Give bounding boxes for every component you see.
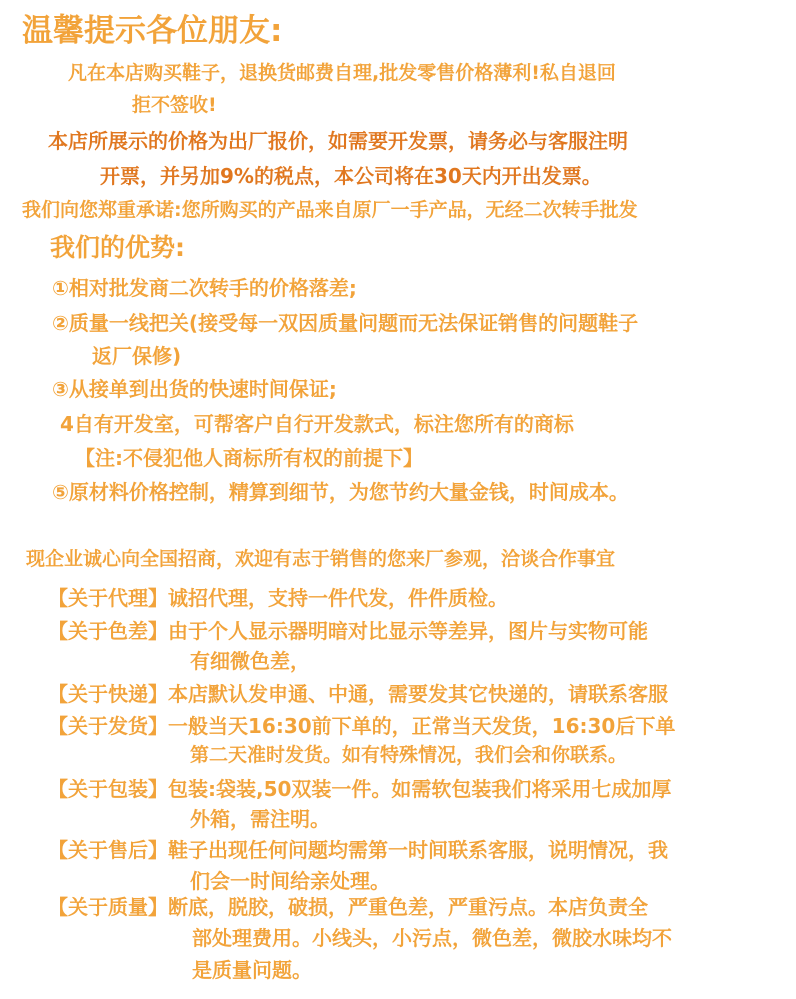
policy-color-text-line2: 有细微色差， (190, 649, 310, 673)
policy-quality-label: 【关于质量】 (48, 895, 168, 919)
recruit-text: 现企业诚心向全国招商，欢迎有志于销售的您来厂参观，洽谈合作事宜 (26, 548, 616, 570)
policy-packing-text-line1: 包装:袋装,50双装一件。如需软包装我们将采用七成加厚 (168, 777, 672, 801)
advantage-item-4: 4自有开发室，可帮客户自行开发款式，标注您所有的商标 (60, 412, 574, 436)
advantage-item-3: ③从接单到出货的快速时间保证; (52, 377, 337, 401)
policy-agent (48, 588, 508, 608)
policy-express-label: 【关于快递】 (48, 682, 168, 706)
invoice-notice-line2: 开票，并另加9%的税点，本公司将在30天内开出发票。 (100, 164, 602, 188)
notice-return-policy-line2: 拒不签收! (132, 94, 217, 116)
advantage-item-5: ⑤原材料价格控制，精算到细节，为您节约大量金钱，时间成本。 (52, 480, 629, 504)
advantages-title: 我们的优势: (50, 233, 185, 262)
policy-color (48, 621, 648, 641)
advantage-item-2-line1: ②质量一线把关(接受每一双因质量问题而无法保证销售的问题鞋子 (52, 311, 639, 335)
policy-shipping-text-line1: 一般当天16:30前下单的，正常当天发货，16:30后下单 (168, 714, 676, 738)
promise-text: 我们向您郑重承诺:您所购买的产品来自原厂一手产品，无经二次转手批发 (22, 199, 638, 221)
policy-aftersale-text-line2: 们会一时间给亲处理。 (190, 869, 390, 893)
advantage-item-1: ①相对批发商二次转手的价格落差; (52, 276, 357, 300)
policy-quality-text-line2: 部处理费用。小线头，小污点，微色差，微胶水味均不 (192, 926, 672, 950)
policy-quality (48, 897, 648, 917)
policy-color-label: 【关于色差】 (48, 619, 168, 643)
policy-agent-label: 【关于代理】 (48, 586, 168, 610)
invoice-notice-line1: 本店所展示的价格为出厂报价，如需要开发票，请务必与客服注明 (48, 129, 628, 153)
policy-quality-text-line3: 是质量问题。 (192, 958, 312, 982)
notice-title: 温馨提示各位朋友: (22, 13, 283, 49)
policy-express-text: 本店默认发申通、中通，需要发其它快递的，请联系客服 (168, 682, 668, 706)
advantage-item-2-line2: 返厂保修) (92, 344, 182, 368)
policy-shipping (48, 716, 675, 736)
policy-color-text-line1: 由于个人显示器明暗对比显示等差异，图片与实物可能 (168, 619, 648, 643)
policy-packing-text-line2: 外箱，需注明。 (190, 807, 330, 831)
policy-express (48, 684, 668, 704)
policy-agent-text: 诚招代理，支持一件代发，件件质检。 (168, 586, 508, 610)
policy-aftersale-label: 【关于售后】 (48, 838, 168, 862)
policy-aftersale-text-line1: 鞋子出现任何问题均需第一时间联系客服，说明情况，我 (168, 838, 668, 862)
policy-quality-text-line1: 断底，脱胶，破损，严重色差，严重污点。本店负责全 (168, 895, 648, 919)
policy-shipping-label: 【关于发货】 (48, 714, 168, 738)
policy-shipping-text-line2: 第二天准时发货。如有特殊情况，我们会和你联系。 (190, 744, 628, 766)
advantage-item-4-note: 【注:不侵犯他人商标所有权的前提下】 (75, 446, 423, 470)
policy-packing-label: 【关于包装】 (48, 777, 168, 801)
policy-packing (48, 779, 671, 799)
notice-return-policy-line1: 凡在本店购买鞋子，退换货邮费自理,批发零售价格薄利!私自退回 (68, 62, 616, 84)
policy-aftersale (48, 840, 668, 860)
